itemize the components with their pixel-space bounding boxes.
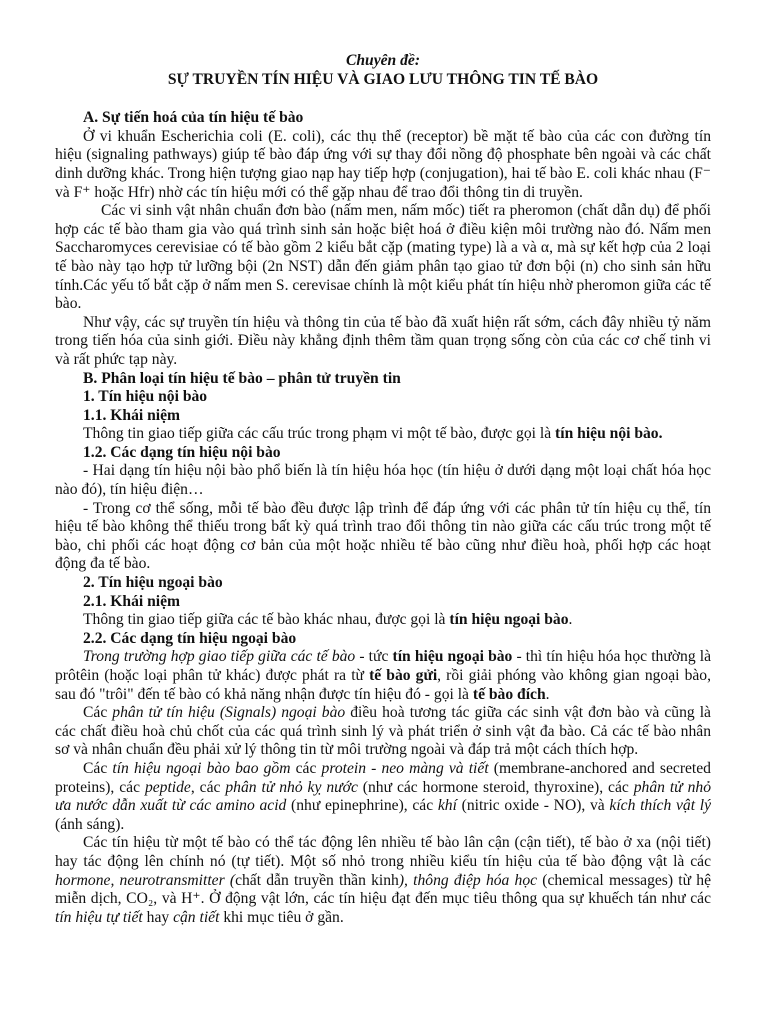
- term-span: ), thông điệp hóa học: [398, 871, 538, 889]
- text-span: các: [290, 759, 322, 777]
- term-span: phân tử tín hiệu (Signals) ngoại bào: [112, 704, 346, 722]
- text-span: (membrane-anchored and secreted proteins), các: [55, 759, 711, 796]
- section-a-paragraph-1: Ở vi khuẩn Escherichia coli (E. coli), các thụ thể (receptor) bề mặt tế bào của các con đường tín hiệu (signaling pathways) giúp tế bào đáp ứng với sự thay đổi nồng độ phosphate bên ngoài và các chất dinh dưỡng khác. Trong hiện tượng giao nạp hay tiếp hợp (conjugation), hai tế bào E. coli khác nhau (F⁻ và F⁺ hoặc Hfr) nhờ các tín hiệu mới có thể gặp nhau để trao đổi thông tin di truyền.: [55, 127, 711, 201]
- term-span: cận tiết: [173, 908, 220, 926]
- term-span: tín hiệu tự tiết: [55, 908, 143, 926]
- paragraph-2-1-end: .: [568, 611, 573, 629]
- document-title: SỰ TRUYỀN TÍN HIỆU VÀ GIAO LƯU THÔNG TIN TẾ BÀO: [167, 70, 599, 88]
- term-intracellular-signal: tín hiệu nội bào.: [555, 425, 663, 443]
- paragraph-2-2-a: [55, 648, 711, 704]
- heading-2-2: 2.2. Các dạng tín hiệu ngoại bào: [83, 629, 297, 647]
- term-target-cell: tế bào đích: [472, 685, 546, 703]
- paragraph-2-1: [55, 611, 711, 630]
- text-span: (như epinephrine), các: [286, 797, 438, 815]
- text-span: hay: [142, 908, 174, 926]
- text-span: điều hoà tương tác giữa các sinh vật đơn bào và cũng là các chất điều hoà chủ chốt của các quá trình sinh lý và phát triển ở sinh vật đa bào. Cả các tế bào nhân sơ và nhân chuẩn đều phải xử lý thông tin từ môi trường ngoài và đáp trả một cách thích hợp.: [55, 704, 711, 759]
- term-span: kích thích vật lý: [609, 797, 711, 815]
- paragraph-1-2-a: - Hai dạng tín hiệu nội bào phổ biến là tín hiệu hóa học (tín hiệu ở dưới dạng một loại chất hóa học nào đó), tín hiệu điện…: [55, 462, 711, 499]
- section-a-paragraph-3: Như vậy, các sự truyền tín hiệu và thông tin của tế bào đã xuất hiện rất sớm, cách đây nhiều tỷ năm trong tiến hóa của sinh giới. Điều này khẳng định thêm tầm quan trọng sống còn của các cơ chế tinh vi và rất phức tạp này.: [55, 313, 711, 368]
- term-span: hormone, neurotransmitter (: [55, 871, 236, 889]
- text-span: (nitric oxide - NO), và: [456, 797, 610, 815]
- term-span: phân tử nhỏ kỵ nước: [225, 778, 358, 796]
- term-sending-cell: tế bào gửi: [369, 667, 438, 684]
- text-span: , các: [190, 778, 226, 796]
- term-span: tín hiệu ngoại bào: [392, 648, 513, 666]
- section-a-heading: A. Sự tiến hoá của tín hiệu tế bào: [83, 109, 304, 127]
- heading-2: 2. Tín hiệu ngoại bào: [83, 574, 223, 592]
- text-span: khi mục tiêu ở gần.: [219, 908, 344, 926]
- text-span: Các: [83, 759, 113, 777]
- paragraph-1-1: [55, 425, 711, 444]
- paragraph-2-2-b: [55, 704, 711, 760]
- paragraph-2-1-text: Thông tin giao tiếp giữa các tế bào khác nhau, được gọi là: [83, 611, 450, 629]
- text-span: , rồi giải phóng vào không gian ngoại bào, sau đó "trôi" đến tế bào có khả năng nhận được tín hiệu đó - gọi là: [55, 667, 711, 703]
- text-span: .: [545, 685, 550, 703]
- text-span: (chemical messages) từ hệ miễn dịch, CO₂, và H⁺. Ở động vật lớn, các tín hiệu đạt đến mục tiêu thông qua sự khuếch tán như các: [55, 871, 711, 908]
- term-span: tín hiệu ngoại bào bao gồm: [112, 759, 291, 777]
- text-span: - thì tín hiệu hóa học thường là prôtêin (hoặc loại phân tử khác) được phát ra từ: [55, 648, 711, 684]
- section-b-heading: B. Phân loại tín hiệu tế bào – phân tử truyền tin: [83, 369, 401, 387]
- paragraph-2-2-c: [55, 760, 711, 834]
- text-span: Các tín hiệu từ một tế bào có thể tác động lên nhiều tế bào lân cận (cận tiết), tế bào ở xa (nội tiết) hay tác động lên chính nó (tự tiết). Một số nhỏ trong nhiều kiểu tín hiệu của tế bào động vật là các: [55, 834, 711, 870]
- paragraph-1-2-b: - Trong cơ thể sống, mỗi tế bào đều được lập trình để đáp ứng với các phân tử tín hiệu cụ thể, tín hiệu tế bào không thể thiếu trong bất kỳ quá trình trao đổi thông tin nào giữa các cấu trúc trong một tế bào, chi phối các hoạt động cơ bản của một hoặc nhiều tế bào cũng như điều hoà, phối hợp các hoạt động đa tế bào.: [55, 499, 711, 573]
- term-span: khí: [437, 797, 457, 815]
- term-span: phân tử nhỏ ưa nước dẫn xuất từ các amino acid: [55, 778, 711, 815]
- heading-1: 1. Tín hiệu nội bào: [83, 388, 208, 406]
- text-span: chất dẫn truyền thần kinh: [235, 871, 399, 889]
- paragraph-1-1-text: Thông tin giao tiếp giữa các cấu trúc trong phạm vi một tế bào, được gọi là: [83, 425, 556, 443]
- term-span: protein - neo màng và tiết: [321, 759, 489, 777]
- heading-1-2: 1.2. Các dạng tín hiệu nội bào: [83, 443, 281, 461]
- text-span: - tức: [355, 648, 393, 666]
- text-span: (ánh sáng).: [55, 815, 125, 833]
- text-span: Trong trường hợp giao tiếp giữa các tế bào: [83, 648, 356, 666]
- section-a-paragraph-2: Các vi sinh vật nhân chuẩn đơn bào (nấm men, nấm mốc) tiết ra pheromon (chất dẫn dụ) để phối hợp các tế bào tham gia vào quá trình sinh sản hoặc biệt hoá ở điều kiện môi trường nào đó. Nấm men Saccharomyces cerevisiae có tế bào gồm 2 kiểu bắt cặp (mating type) là a và α, mà sự kết hợp của 2 loại tế bào này tạo hợp tử lưỡng bội (2n NST) dẫn đến giảm phân tạo giao tử đơn bội (n) cho sinh sản hữu tính.Các yếu tố bắt cặp ở nấm men S. cerevisae chính là một kiểu phát tín hiệu nhờ pheromon giữa các tế bào.: [55, 202, 711, 313]
- term-span: peptide: [144, 778, 191, 796]
- term-extracellular-signal: tín hiệu ngoại bào: [449, 611, 569, 629]
- topic-label: Chuyên đề:: [345, 52, 421, 69]
- document-page: [55, 52, 711, 927]
- heading-2-1: 2.1. Khái niệm: [83, 592, 181, 610]
- text-span: (như các hormone steroid, thyroxine), các: [357, 778, 634, 796]
- heading-1-1: 1.1. Khái niệm: [83, 406, 181, 424]
- paragraph-2-2-d: [55, 834, 711, 927]
- text-span: Các: [83, 704, 113, 722]
